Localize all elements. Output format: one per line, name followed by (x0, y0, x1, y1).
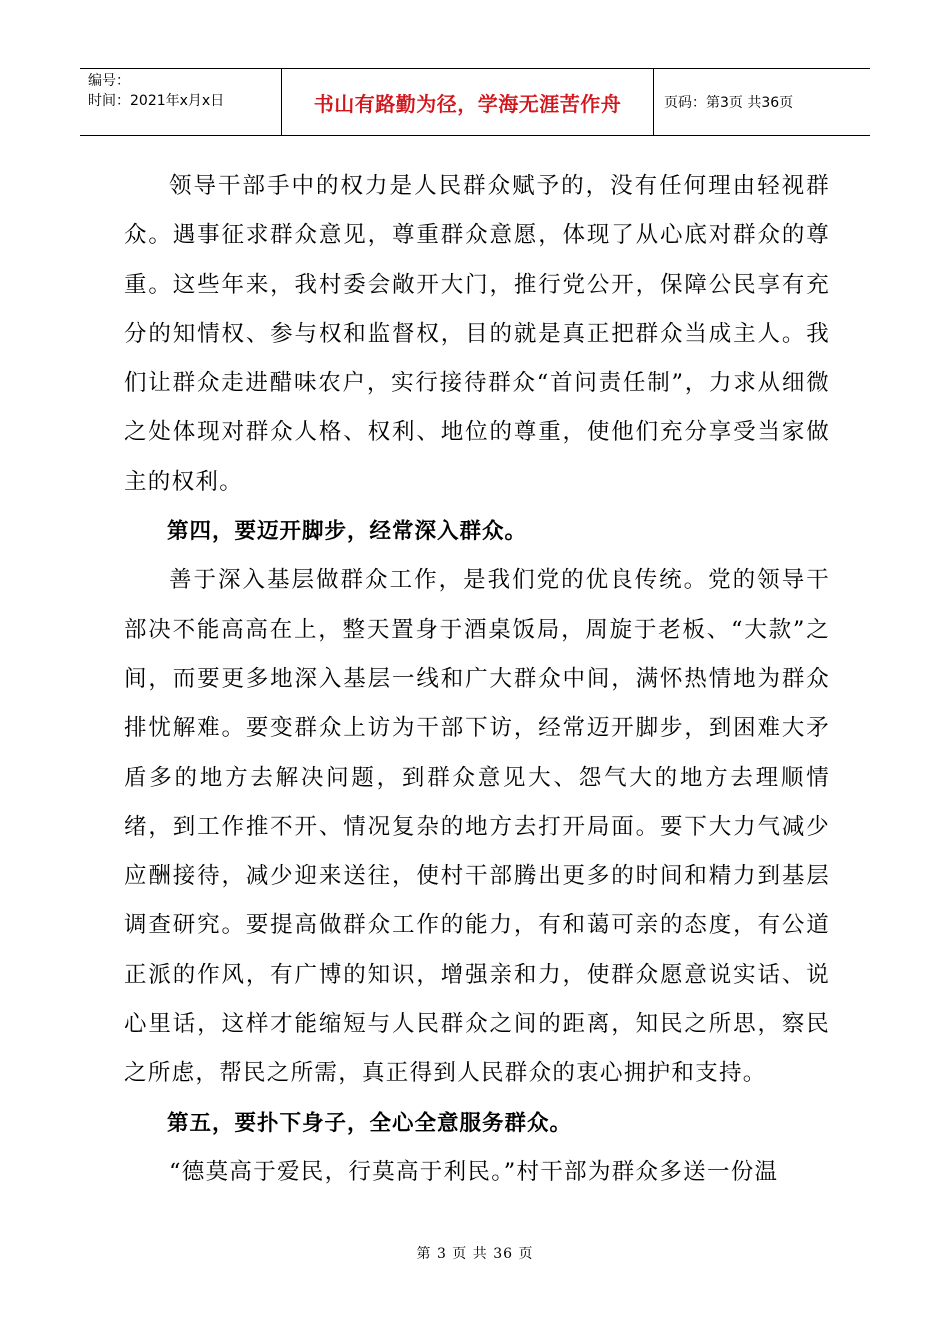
page-footer: 第 3 页 共 36 页 (416, 1246, 534, 1262)
date-label: 时间：2021年x月x日 (88, 93, 225, 109)
serial-number-label: 编号： (88, 73, 130, 89)
header-meta (80, 69, 282, 135)
header-motto: 书山有路勤为径，学海无涯苦作舟 (282, 69, 654, 135)
page-header (80, 68, 870, 136)
document-body (124, 162, 830, 1197)
section-heading-fifth: 第五，要扑下身子，全心全意服务群众。 (167, 1110, 573, 1136)
header-page-info: 页码：第3页 共36页 (664, 95, 794, 111)
paragraph-go-deep-into-masses: 善于深入基层做群众工作，是我们党的优良传统。党的领导干部决不能高高在上，整天置身于酒桌饭局，周旋于老板、“大款”之间，而要更多地深入基层一线和广大群众中间，满怀热情地为群众排忧解难。要变群众上访为干部下访，经常迈开脚步，到困难大矛盾多的地方去解决问题，到群众意见大、怨气大的地方去理顺情绪，到工作推不开、情况复杂的地方去打开局面。要下大力气减少应酬接待，减少迎来送往，使村干部腾出更多的时间和精力到基层调查研究。要提高做群众工作的能力，有和蔼可亲的态度，有公道正派的作风，有广博的知识，增强亲和力，使群众愿意说实话、说心里话，这样才能缩短与人民群众之间的距离，知民之所思，察民之所虑，帮民之所需，真正得到人民群众的衷心拥护和支持。 (124, 567, 830, 1087)
section-heading-fourth: 第四，要迈开脚步，经常深入群众。 (167, 519, 528, 545)
paragraph-serve-masses: “德莫高于爱民，行莫高于利民。”村干部为群众多送一份温 (169, 1158, 779, 1185)
paragraph-respect-masses: 领导干部手中的权力是人民群众赋予的，没有任何理由轻视群众。遇事征求群众意见，尊重群众意愿，体现了从心底对群众的尊重。这些年来，我村委会敞开大门，推行党公开，保障公民享有充分的知情权、参与权和监督权，目的就是真正把群众当成主人。我们让群众走进醋味农户，实行接待群众“首问责任制”，力求从细微之处体现对群众人格、权利、地位的尊重，使他们充分享受当家做主的权利。 (124, 173, 830, 495)
